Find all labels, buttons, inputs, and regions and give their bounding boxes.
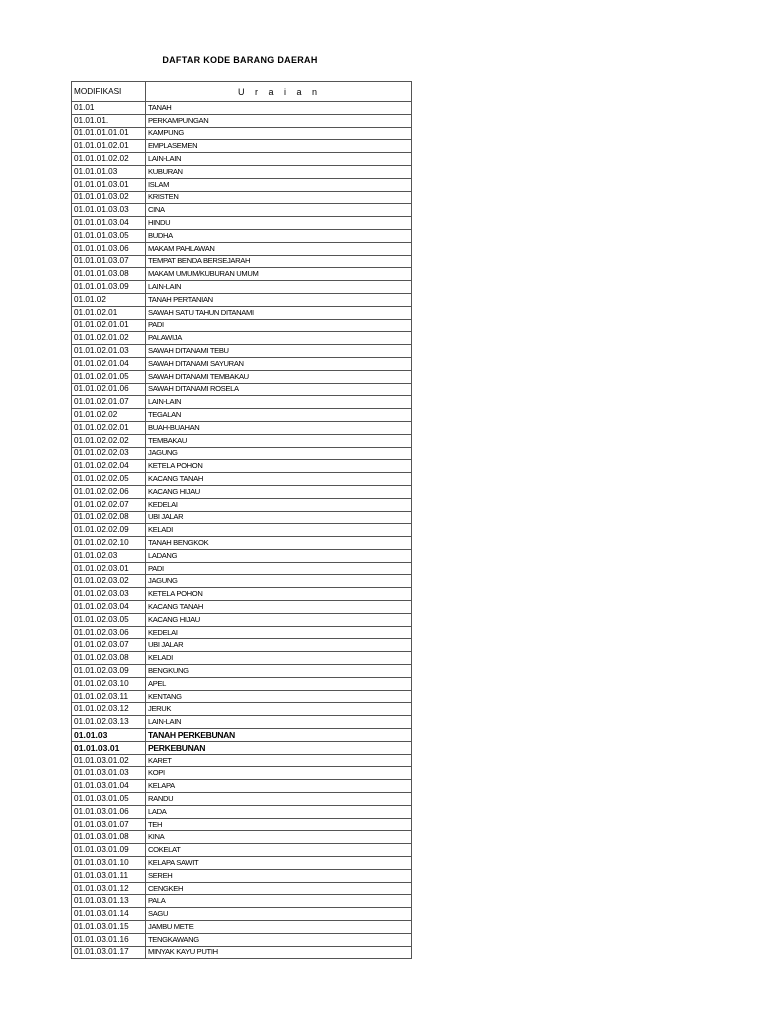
table-row (72, 498, 412, 511)
item-code: 01.01.02.03.06 (72, 626, 146, 639)
item-code: 01.01.01.03.06 (72, 242, 146, 255)
table-row (72, 191, 412, 204)
item-description: TANAH PERKEBUNAN (146, 729, 412, 742)
item-code: 01.01.03.01.17 (72, 946, 146, 959)
item-description: PERKEBUNAN (146, 741, 412, 754)
table-row (72, 345, 412, 358)
item-code: 01.01.02 (72, 293, 146, 306)
item-code: 01.01.02.03.07 (72, 639, 146, 652)
item-description: KRISTEN (146, 191, 412, 204)
table-row (72, 575, 412, 588)
item-description: LAIN-LAIN (146, 396, 412, 409)
item-code: 01.01.03.01.08 (72, 831, 146, 844)
table-header-row (72, 82, 412, 102)
table-row (72, 729, 412, 742)
item-code: 01.01.02.02 (72, 409, 146, 422)
table-row (72, 818, 412, 831)
item-code: 01.01.02.03 (72, 549, 146, 562)
table-row (72, 268, 412, 281)
table-row (72, 857, 412, 870)
item-description: LAIN-LAIN (146, 716, 412, 729)
item-code: 01.01.02.01.03 (72, 345, 146, 358)
table-row (72, 908, 412, 921)
item-description: MAKAM UMUM/KUBURAN UMUM (146, 268, 412, 281)
table-row (72, 652, 412, 665)
item-code: 01.01.03.01.13 (72, 895, 146, 908)
table-row (72, 537, 412, 550)
item-description: JERUK (146, 703, 412, 716)
item-code: 01.01.03 (72, 729, 146, 742)
table-row (72, 767, 412, 780)
item-description: COKELAT (146, 844, 412, 857)
item-description: KETELA POHON (146, 460, 412, 473)
table-row (72, 485, 412, 498)
item-code: 01.01.02.03.13 (72, 716, 146, 729)
item-code: 01.01.02.03.12 (72, 703, 146, 716)
table-row (72, 396, 412, 409)
table-row (72, 114, 412, 127)
item-description: KELADI (146, 524, 412, 537)
item-code: 01.01.03.01.10 (72, 857, 146, 870)
item-code: 01.01.01.02.01 (72, 140, 146, 153)
table-row (72, 229, 412, 242)
item-code: 01.01.02.03.10 (72, 677, 146, 690)
item-description: PERKAMPUNGAN (146, 114, 412, 127)
item-description: SEREH (146, 869, 412, 882)
table-row (72, 639, 412, 652)
item-description: BUDHA (146, 229, 412, 242)
item-code: 01.01.03.01.09 (72, 844, 146, 857)
item-description: JAGUNG (146, 575, 412, 588)
table-row (72, 140, 412, 153)
table-row (72, 319, 412, 332)
table-row (72, 460, 412, 473)
item-description: LADA (146, 805, 412, 818)
item-code: 01.01.02.02.01 (72, 421, 146, 434)
item-code: 01.01.03.01.03 (72, 767, 146, 780)
item-description: PALAWIJA (146, 332, 412, 345)
item-code: 01.01.02.01.01 (72, 319, 146, 332)
item-description: SAGU (146, 908, 412, 921)
item-code: 01.01.03.01.06 (72, 805, 146, 818)
item-description: KARET (146, 754, 412, 767)
item-description: TANAH (146, 102, 412, 115)
table-row (72, 844, 412, 857)
table-row (72, 946, 412, 959)
item-code: 01.01.02.03.01 (72, 562, 146, 575)
table-row (72, 434, 412, 447)
item-code: 01.01.01.03 (72, 165, 146, 178)
item-code: 01.01.03.01 (72, 741, 146, 754)
item-description: KACANG HIJAU (146, 613, 412, 626)
item-code: 01.01.02.02.04 (72, 460, 146, 473)
table-row (72, 703, 412, 716)
table-row (72, 102, 412, 115)
item-description: TEGALAN (146, 409, 412, 422)
item-description: LADANG (146, 549, 412, 562)
item-code: 01.01.02.03.02 (72, 575, 146, 588)
item-description: RANDU (146, 793, 412, 806)
table-row (72, 332, 412, 345)
item-code: 01.01.03.01.16 (72, 933, 146, 946)
item-description: KACANG TANAH (146, 473, 412, 486)
item-description: TANAH BENGKOK (146, 537, 412, 550)
item-code: 01.01.02.01.06 (72, 383, 146, 396)
table-row (72, 933, 412, 946)
item-description: TANAH PERTANIAN (146, 293, 412, 306)
item-code: 01.01 (72, 102, 146, 115)
item-code: 01.01.03.01.14 (72, 908, 146, 921)
item-code: 01.01.03.01.15 (72, 921, 146, 934)
table-row (72, 613, 412, 626)
item-code: 01.01.01.03.02 (72, 191, 146, 204)
item-description: TEH (146, 818, 412, 831)
item-code: 01.01.02.01 (72, 306, 146, 319)
item-code: 01.01.03.01.12 (72, 882, 146, 895)
item-description: TEMPAT BENDA BERSEJARAH (146, 255, 412, 268)
item-code-table (71, 81, 412, 959)
document-title: DAFTAR KODE BARANG DAERAH (162, 55, 318, 65)
item-description: MAKAM PAHLAWAN (146, 242, 412, 255)
item-description: KENTANG (146, 690, 412, 703)
item-code: 01.01.02.03.05 (72, 613, 146, 626)
item-code: 01.01.02.02.10 (72, 537, 146, 550)
item-code: 01.01.01.03.08 (72, 268, 146, 281)
item-description: TEMBAKAU (146, 434, 412, 447)
item-code: 01.01.03.01.11 (72, 869, 146, 882)
table-row (72, 780, 412, 793)
table-row (72, 895, 412, 908)
table-row (72, 793, 412, 806)
table-row (72, 754, 412, 767)
header-description: U r a i a n (146, 82, 412, 102)
table-row (72, 716, 412, 729)
item-description: ISLAM (146, 178, 412, 191)
table-row (72, 242, 412, 255)
table-row (72, 601, 412, 614)
item-description: KEDELAI (146, 626, 412, 639)
item-description: SAWAH DITANAMI TEBU (146, 345, 412, 358)
table-row (72, 204, 412, 217)
table-row (72, 562, 412, 575)
item-code: 01.01.01.01.01 (72, 127, 146, 140)
item-code: 01.01.01.03.01 (72, 178, 146, 191)
table-row (72, 370, 412, 383)
item-description: PADI (146, 562, 412, 575)
item-code: 01.01.02.03.03 (72, 588, 146, 601)
item-description: MINYAK KAYU PUTIH (146, 946, 412, 959)
item-description: APEL (146, 677, 412, 690)
table-row (72, 921, 412, 934)
item-description: PADI (146, 319, 412, 332)
table-row (72, 281, 412, 294)
item-code: 01.01.01.03.05 (72, 229, 146, 242)
table-body (72, 102, 412, 959)
item-description: KELAPA (146, 780, 412, 793)
table-row (72, 255, 412, 268)
item-code: 01.01.01.03.04 (72, 217, 146, 230)
item-code: 01.01.02.02.09 (72, 524, 146, 537)
item-code: 01.01.02.02.08 (72, 511, 146, 524)
table-row (72, 690, 412, 703)
item-description: KELAPA SAWIT (146, 857, 412, 870)
item-description: BUAH-BUAHAN (146, 421, 412, 434)
table-row (72, 447, 412, 460)
table-row (72, 306, 412, 319)
table-row (72, 882, 412, 895)
item-code: 01.01.02.02.02 (72, 434, 146, 447)
item-code: 01.01.02.02.07 (72, 498, 146, 511)
table-row (72, 127, 412, 140)
item-description: KAMPUNG (146, 127, 412, 140)
table-row (72, 217, 412, 230)
item-description: KINA (146, 831, 412, 844)
item-description: EMPLASEMEN (146, 140, 412, 153)
table-row (72, 165, 412, 178)
item-description: KACANG HIJAU (146, 485, 412, 498)
item-description: HINDU (146, 217, 412, 230)
table-row (72, 524, 412, 537)
item-description: CENGKEH (146, 882, 412, 895)
table-row (72, 409, 412, 422)
table-row (72, 805, 412, 818)
item-description: SAWAH DITANAMI TEMBAKAU (146, 370, 412, 383)
item-code: 01.01.02.03.08 (72, 652, 146, 665)
item-description: LAIN-LAIN (146, 281, 412, 294)
item-code: 01.01.01.02.02 (72, 153, 146, 166)
header-code: MODIFIKASI (72, 82, 146, 102)
table-row (72, 869, 412, 882)
item-code: 01.01.03.01.02 (72, 754, 146, 767)
item-code: 01.01.02.01.02 (72, 332, 146, 345)
item-code: 01.01.02.02.03 (72, 447, 146, 460)
table-row (72, 421, 412, 434)
item-description: SAWAH DITANAMI ROSELA (146, 383, 412, 396)
item-description: UBI JALAR (146, 639, 412, 652)
item-code: 01.01.02.01.05 (72, 370, 146, 383)
item-description: JAMBU METE (146, 921, 412, 934)
table-row (72, 677, 412, 690)
item-description: KELADI (146, 652, 412, 665)
item-description: BENGKUNG (146, 665, 412, 678)
item-description: KETELA POHON (146, 588, 412, 601)
item-code: 01.01.02.01.07 (72, 396, 146, 409)
item-description: SAWAH SATU TAHUN DITANAMI (146, 306, 412, 319)
item-description: SAWAH DITANAMI SAYURAN (146, 357, 412, 370)
table-row (72, 831, 412, 844)
item-description: LAIN-LAIN (146, 153, 412, 166)
table-row (72, 626, 412, 639)
table-row (72, 665, 412, 678)
item-description: KACANG TANAH (146, 601, 412, 614)
item-code: 01.01.02.02.05 (72, 473, 146, 486)
item-code: 01.01.03.01.05 (72, 793, 146, 806)
item-description: KEDELAI (146, 498, 412, 511)
table-row (72, 511, 412, 524)
item-code: 01.01.02.03.11 (72, 690, 146, 703)
item-code: 01.01.01.03.07 (72, 255, 146, 268)
item-code: 01.01.01.03.03 (72, 204, 146, 217)
item-description: KUBURAN (146, 165, 412, 178)
item-code: 01.01.03.01.04 (72, 780, 146, 793)
item-code: 01.01.02.01.04 (72, 357, 146, 370)
table-row (72, 473, 412, 486)
table-row (72, 293, 412, 306)
item-code: 01.01.02.02.06 (72, 485, 146, 498)
item-description: JAGUNG (146, 447, 412, 460)
item-code: 01.01.02.03.04 (72, 601, 146, 614)
table-row (72, 741, 412, 754)
table-row (72, 357, 412, 370)
table-row (72, 588, 412, 601)
item-description: UBI JALAR (146, 511, 412, 524)
item-description: CINA (146, 204, 412, 217)
item-code: 01.01.03.01.07 (72, 818, 146, 831)
item-code: 01.01.01.03.09 (72, 281, 146, 294)
table-row (72, 178, 412, 191)
table-row (72, 153, 412, 166)
item-description: TENGKAWANG (146, 933, 412, 946)
table-row (72, 383, 412, 396)
item-description: PALA (146, 895, 412, 908)
item-code: 01.01.02.03.09 (72, 665, 146, 678)
item-description: KOPI (146, 767, 412, 780)
item-code: 01.01.01. (72, 114, 146, 127)
table-row (72, 549, 412, 562)
